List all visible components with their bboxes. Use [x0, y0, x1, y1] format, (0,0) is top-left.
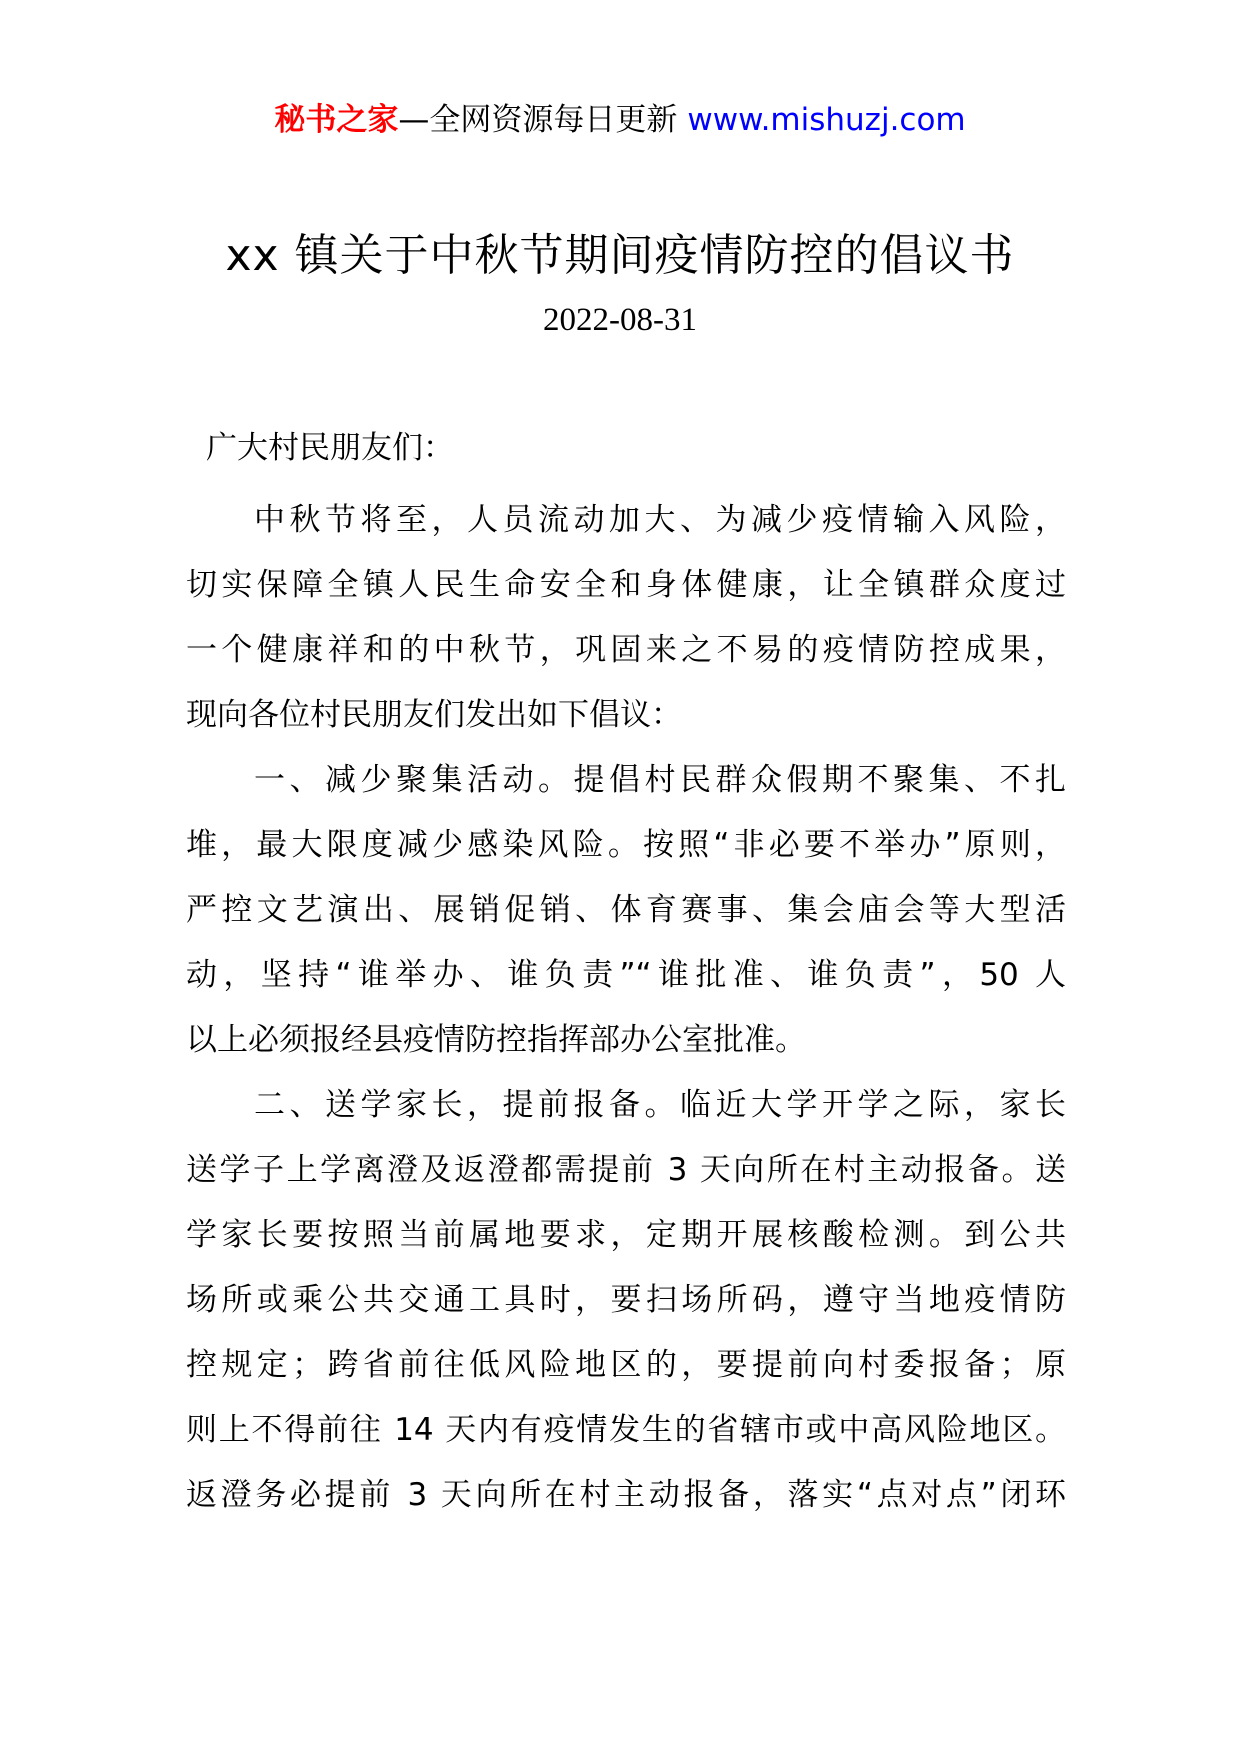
site-url-link[interactable]: www.mishuzj.com [687, 102, 966, 138]
body-line: 送学子上学离澄及返澄都需提前 3 天向所在村主动报备。送 [186, 1152, 1066, 1188]
document-date: 2022-08-31 [543, 302, 697, 338]
body-line: 控规定；跨省前往低风险地区的，要提前向村委报备；原 [186, 1347, 1066, 1383]
body-line: 学家长要按照当前属地要求，定期开展核酸检测。到公共 [186, 1217, 1066, 1253]
body-line: 场所或乘公共交通工具时，要扫场所码，遵守当地疫情防 [186, 1282, 1066, 1318]
salutation: 广大村民朋友们： [206, 430, 454, 466]
body-line: 以上必须报经县疫情防控指挥部办公室批准。 [186, 1022, 806, 1058]
body-line: 切实保障全镇人民生命安全和身体健康，让全镇群众度过 [186, 567, 1066, 603]
site-tagline: —全网资源每日更新 [398, 102, 678, 138]
body-line: 一、减少聚集活动。提倡村民群众假期不聚集、不扎 [254, 762, 1066, 798]
body-line: 现向各位村民朋友们发出如下倡议： [186, 697, 682, 733]
body-line: 返澄务必提前 3 天向所在村主动报备，落实“点对点”闭环 [186, 1477, 1066, 1513]
body-line: 二、送学家长，提前报备。临近大学开学之际，家长 [254, 1087, 1066, 1123]
body-line: 堆，最大限度减少感染风险。按照“非必要不举办”原则， [186, 827, 1066, 863]
document-body [186, 488, 1066, 1528]
document-title: xx 镇关于中秋节期间疫情防控的倡议书 [225, 230, 1015, 281]
body-line: 中秋节将至，人员流动加大、为减少疫情输入风险， [254, 502, 1066, 538]
brand-name: 秘书之家 [274, 102, 399, 138]
body-line: 一个健康祥和的中秋节，巩固来之不易的疫情防控成果， [186, 632, 1066, 668]
body-line: 严控文艺演出、展销促销、体育赛事、集会庙会等大型活 [186, 892, 1066, 928]
site-header [0, 98, 1240, 142]
body-line: 动，坚持“谁举办、谁负责”“谁批准、谁负责”，50 人 [186, 957, 1066, 993]
body-line: 则上不得前往 14 天内有疫情发生的省辖市或中高风险地区。 [186, 1412, 1066, 1448]
